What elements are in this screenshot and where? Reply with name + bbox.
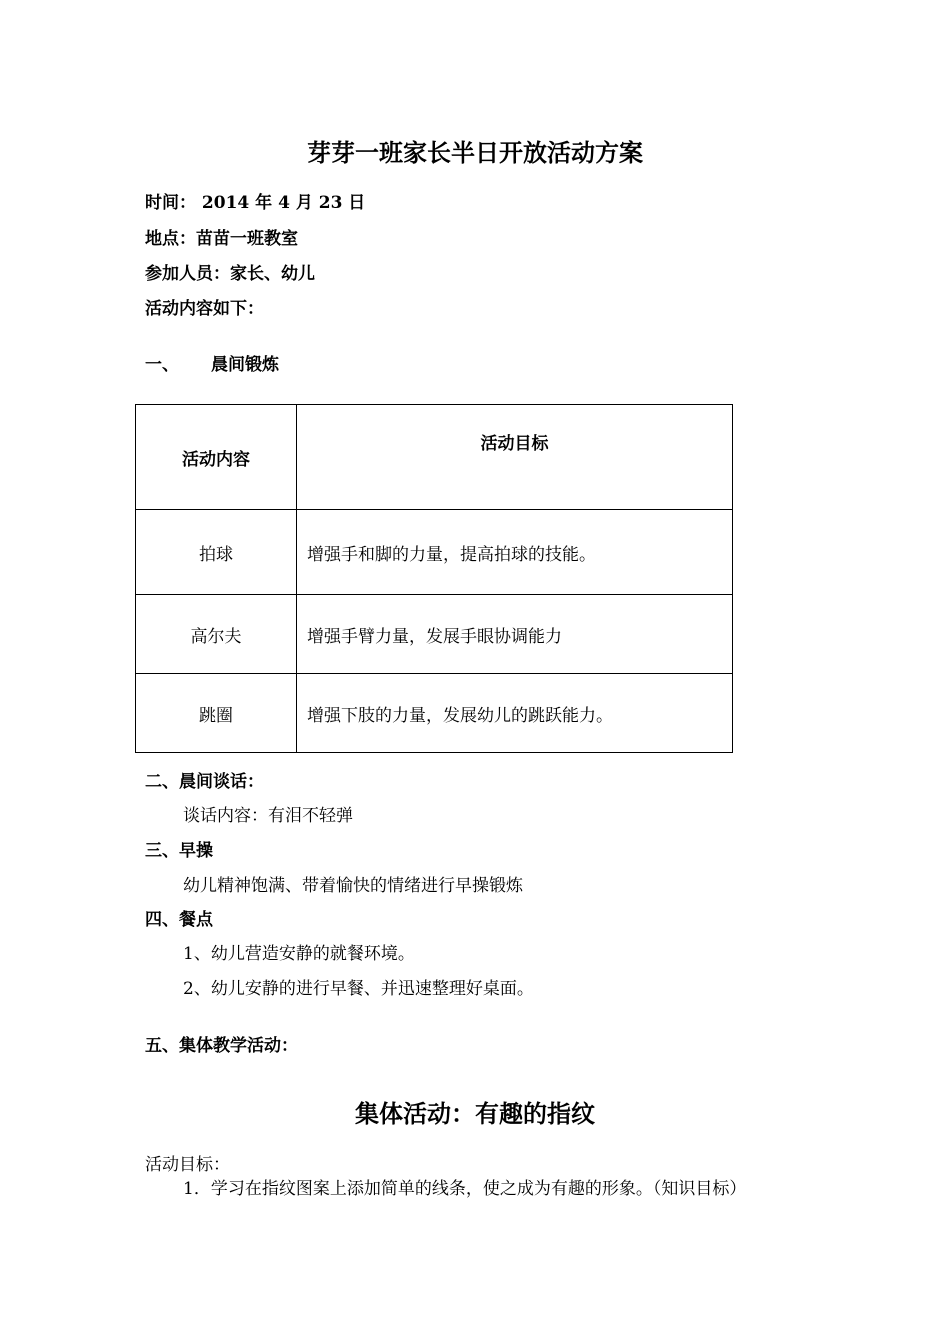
activity-table [135, 404, 733, 753]
table-row [136, 674, 733, 753]
section1-number: 一、 [145, 355, 179, 375]
info-time [145, 188, 365, 213]
info-content-heading [145, 294, 264, 319]
document-title: 芽芽一班家长半日开放活动方案 [307, 138, 643, 167]
info-location-label: 地点： [145, 229, 196, 249]
section1-heading [145, 350, 279, 375]
section4-item: 1、幼儿营造安静的就餐环境。 [183, 944, 415, 964]
activity-goals-label: 活动目标： [145, 1155, 230, 1175]
activity-title: 集体活动：有趣的指纹 [355, 1099, 595, 1128]
section2-content: 谈话内容：有泪不轻弹 [183, 806, 353, 826]
table-cell-goal: 增强手和脚的力量，提高拍球的技能。 [297, 510, 733, 595]
table-cell-goal: 增强下肢的力量，发展幼儿的跳跃能力。 [297, 674, 733, 753]
info-participants-label: 参加人员： [145, 264, 230, 284]
section3-heading: 三、早操 [145, 841, 213, 861]
section4-heading: 四、餐点 [145, 910, 213, 930]
table-header-row [136, 405, 733, 510]
table-row [136, 595, 733, 674]
table-cell-name: 拍球 [136, 510, 297, 595]
section2-heading: 二、晨间谈话： [145, 772, 264, 792]
table-cell-goal: 增强手臂力量，发展手眼协调能力 [297, 595, 733, 674]
info-participants [145, 259, 315, 284]
section5-heading: 五、集体教学活动： [145, 1036, 298, 1056]
table-cell-name: 高尔夫 [136, 595, 297, 674]
info-location-value: 苗苗一班教室 [196, 229, 298, 249]
section1-title: 晨间锻炼 [211, 355, 279, 375]
section4-item: 2、幼儿安静的进行早餐、并迅速整理好桌面。 [183, 979, 534, 999]
activity-goal-item: 1．学习在指纹图案上添加简单的线条，使之成为有趣的形象。（知识目标） [183, 1179, 747, 1199]
info-content-label: 活动内容如下： [145, 299, 264, 319]
section3-content: 幼儿精神饱满、带着愉快的情绪进行早操锻炼 [183, 876, 523, 896]
info-location [145, 224, 298, 249]
table-row [136, 510, 733, 595]
info-participants-value: 家长、幼儿 [230, 264, 315, 284]
info-time-label: 时间： [145, 193, 196, 213]
info-time-value: 2014 年 4 月 23 日 [196, 193, 366, 213]
table-cell-name: 跳圈 [136, 674, 297, 753]
table-header-content: 活动内容 [136, 405, 297, 510]
table-header-goal: 活动目标 [297, 405, 733, 510]
